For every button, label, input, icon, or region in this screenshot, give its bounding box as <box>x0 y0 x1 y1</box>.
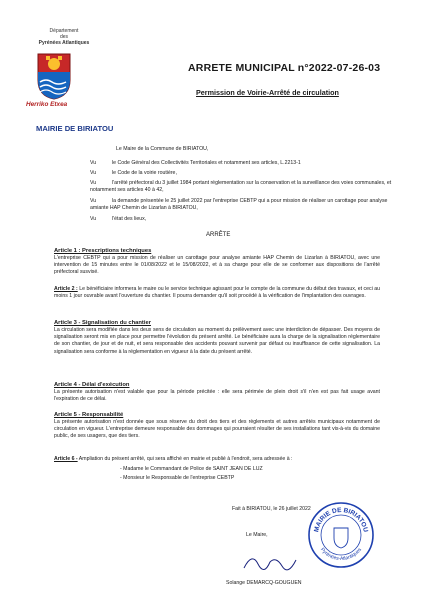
article-6-heading: Article 6 - <box>54 456 78 462</box>
signature-name: Solange DEMARCQ-GOUGUEN <box>226 580 302 586</box>
vu-item: Vu la demande présentée le 25 juillet 2022 par l'entreprise CEBTP qui a pour mission de réaliser un carottage pour analyse amiante HAP Chemin de Lizarlan à BIRIATOU, <box>90 198 388 212</box>
arrete-heading: ARRÊTE <box>206 232 231 238</box>
article-2-heading: Article 2 : <box>54 286 78 292</box>
document-subtitle: Permission de Voirie-Arrêté de circulation <box>196 88 339 97</box>
article-3-text: La circulation sera modifiée dans les deux sens de circulation au moment du prélèvement avec une interdiction de dépasser. Des moyens de signalisation seront mis en place pour permettre l'évolution du présent arrêté. Le bénéficiaire aura la charge de la signalisation réglementaire de son chantier, de jour et de nuit, et sera responsable des accidents pouvant survenir par défaut ou insuffisance de cette signalisation. La signalisation sera conforme à la réglementation en vigueur à la date du présent arrêté. <box>54 327 380 355</box>
vu-item: Vu le Code de la voirie routière, <box>90 170 177 176</box>
article-1-heading: Article 1 : Prescriptions techniques <box>54 248 152 254</box>
dept-line-1: Département <box>49 28 79 34</box>
recipient-2: - Monsieur le Responsable de l'entreprise CEBTP <box>120 475 235 481</box>
article-1-text: L'entreprise CEBTP qui a pour mission de réaliser un carottage pour analyse amiante HAP Chemin de Lizarlan à BIRIATOU, avec une intervention de 15 minutes entre le 01/08/2022 et le 15/08/2022, et à sa charge pour elle de se conformer aux dispositions de l'arrêté préfectoral susvisé. <box>54 255 380 276</box>
mairie-label: MAIRIE DE BIRIATOU <box>36 124 114 133</box>
recipient-1: - Madame le Commandant de Police de SAINT JEAN DE LUZ <box>120 466 263 472</box>
vu-item: Vu le Code Général des Collectivités Territoriales et notamment ses articles, L.2213-1 <box>90 160 301 166</box>
article-5-text: La présente autorisation n'est donnée que sous réserve du droit des tiers et des règlements et autres arrêtés municipaux notamment de circulation en vigueur. L'entreprise demeure responsable des dommages qui pourraient résulter de ses installations tant vis-à-vis du domaine public, de ses usagers, que des tiers. <box>54 419 380 440</box>
dept-line-3: Pyrénées Atlantiques <box>38 40 90 46</box>
logo-subtitle: Herriko Etxea <box>26 101 68 108</box>
article-3-heading: Article 3 - Signalisation du chantier <box>54 320 151 326</box>
coat-of-arms-icon <box>36 52 72 100</box>
department-label <box>34 28 94 46</box>
svg-text:Pyrénées-Atlantiques: Pyrénées-Atlantiques <box>318 546 364 563</box>
handwritten-signature-icon <box>240 548 300 578</box>
article-5-heading: Article 5 - Responsabilité <box>54 412 124 418</box>
signature-place-date: Fait à BIRIATOU, le 26 juillet 2022 <box>232 506 311 512</box>
article-4-text: La présente autorisation n'est valable que pour la période précitée : elle sera périmée de plein droit s'il n'en est pas fait usage avant l'expiration de ce délai. <box>54 389 380 403</box>
official-stamp-icon <box>306 500 376 570</box>
vu-item: Vu l'arrêté préfectoral du 3 juillet 1984 portant réglementation sur la conservation et la surveillance des voies communales, et notamment ses articles 40 à 42, <box>90 180 392 194</box>
vu-item: Vu l'état des lieux, <box>90 216 147 222</box>
document-title: ARRETE MUNICIPAL n°2022-07-26-03 <box>188 62 381 74</box>
article-4-heading: Article 4 - Délai d'exécution <box>54 382 130 388</box>
dept-line-2: des <box>59 34 69 40</box>
signature-role: Le Maire, <box>246 532 268 538</box>
article-6-text: Ampliation du présent arrêté, qui sera affiché en mairie et publié à l'endroit, sera adressée à : <box>78 456 293 462</box>
article-6 <box>54 456 380 463</box>
svg-text:MAIRIE DE BIRIATOU: MAIRIE DE BIRIATOU <box>313 506 369 533</box>
article-2-text: Le bénéficiaire informera le maire ou le service technique agissant pour le compte de la commune du début des travaux, et ceci au moins 1 jour ouvrable avant l'ouverture du chantier. Il pourra demander qu'il soit procédé à la vérification de l'implantation des ouvrages. <box>54 286 381 300</box>
article-2 <box>54 286 380 300</box>
intro-line: Le Maire de la Commune de BIRIATOU, <box>116 146 209 152</box>
